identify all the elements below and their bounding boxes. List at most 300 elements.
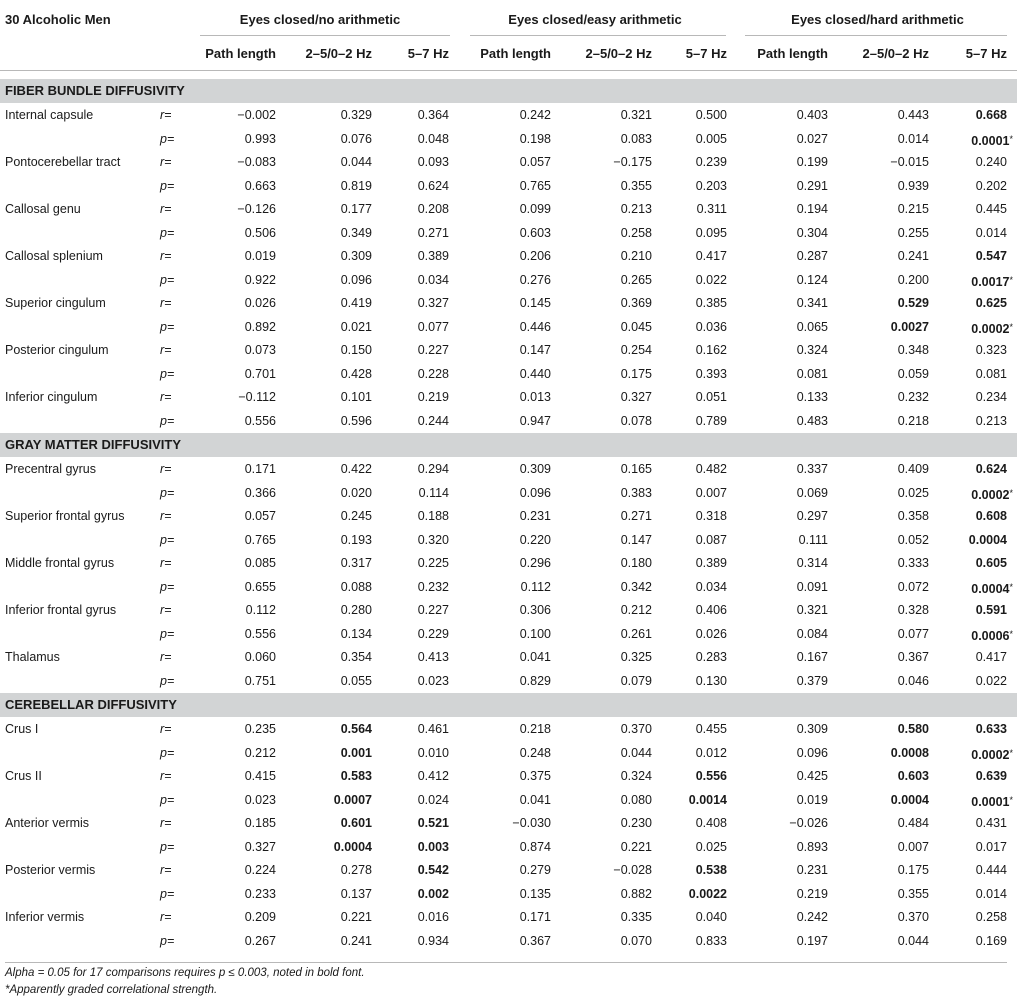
cell-value: 0.0008 — [890, 745, 929, 760]
p-value-cell — [696, 128, 727, 152]
cell-value: 0.044 — [897, 933, 929, 948]
footnote-graded: *Apparently graded correlational strength. — [5, 984, 218, 996]
r-value-cell — [520, 765, 551, 789]
r-value-cell — [621, 552, 652, 576]
cell-value: 0.324 — [796, 343, 828, 357]
cell-value: 0.219 — [796, 886, 828, 901]
cell-value: 0.147 — [620, 532, 652, 547]
cell-value: 0.051 — [695, 390, 727, 404]
p-value-cell — [341, 883, 372, 907]
r-value-cell — [245, 718, 276, 742]
cell-value: 0.165 — [620, 462, 652, 476]
p-value-cell — [418, 930, 449, 954]
cell-value: 0.016 — [417, 910, 449, 924]
r-value-cell — [520, 198, 551, 222]
cell-value: 0.225 — [417, 556, 449, 570]
r-value-cell — [418, 151, 449, 175]
p-value-cell — [797, 316, 828, 340]
cell-value: 0.367 — [519, 933, 551, 948]
r-value-cell — [898, 646, 929, 670]
p-value-cell — [341, 410, 372, 434]
p-value-cell — [898, 363, 929, 387]
r-value-cell — [797, 245, 828, 269]
table-row — [0, 623, 1017, 647]
table-row — [0, 859, 1017, 883]
r-value-cell — [797, 386, 828, 410]
significance-asterisk: * — [1009, 321, 1013, 332]
r-label: r= — [160, 816, 172, 830]
r-value-cell — [696, 245, 727, 269]
r-value-cell — [898, 505, 929, 529]
cell-value: 0.379 — [796, 673, 828, 688]
p-value-cell — [341, 128, 372, 152]
cell-value: 0.212 — [244, 745, 276, 760]
p-value-cell — [245, 269, 276, 293]
cell-value: 0.324 — [620, 769, 652, 783]
p-value-cell — [341, 222, 372, 246]
r-value-cell — [621, 505, 652, 529]
p-value-cell — [971, 742, 1013, 766]
p-value-cell — [245, 529, 276, 553]
cell-value: 0.124 — [796, 272, 828, 287]
cell-value: 0.099 — [519, 202, 551, 216]
r-value-cell — [898, 292, 929, 316]
group-header-no-arithmetic: Eyes closed/no arithmetic — [239, 12, 401, 27]
cell-value: 0.007 — [897, 839, 929, 854]
cell-value: 0.197 — [796, 933, 828, 948]
cell-value: 0.041 — [519, 792, 551, 807]
p-label: p= — [160, 532, 175, 547]
p-value-cell — [976, 363, 1007, 387]
cell-value: 0.227 — [417, 603, 449, 617]
cell-value: 0.271 — [620, 509, 652, 523]
p-value-cell — [797, 789, 828, 813]
r-value-cell — [976, 646, 1007, 670]
p-value-cell — [898, 222, 929, 246]
cell-value: 0.922 — [244, 272, 276, 287]
subcol-theta: 5–7 Hz — [685, 46, 727, 61]
p-value-cell — [696, 175, 727, 199]
table-row — [0, 482, 1017, 506]
p-value-cell — [971, 623, 1013, 647]
cell-value: 0.209 — [244, 910, 276, 924]
p-value-cell — [891, 316, 929, 340]
cell-value: 0.177 — [340, 202, 372, 216]
cell-value: 0.235 — [244, 722, 276, 736]
r-label: r= — [160, 650, 172, 664]
cell-value: 0.254 — [620, 343, 652, 357]
cell-value: 0.206 — [519, 249, 551, 263]
cell-value: 0.445 — [975, 202, 1007, 216]
cell-value: 0.233 — [244, 886, 276, 901]
table-row — [0, 458, 1017, 482]
section-header — [0, 433, 1017, 457]
table-header-groups — [0, 0, 1017, 38]
cell-value: 0.059 — [897, 366, 929, 381]
cell-value: 0.506 — [244, 225, 276, 240]
cell-value: 0.077 — [897, 626, 929, 641]
r-value-cell — [976, 458, 1007, 482]
p-value-cell — [621, 529, 652, 553]
r-value-cell — [696, 718, 727, 742]
cell-value: 0.0004 — [890, 792, 929, 807]
cell-value: 0.276 — [519, 272, 551, 287]
cell-value: 0.096 — [796, 745, 828, 760]
cell-value: −0.126 — [237, 202, 276, 216]
region-label: Precentral gyrus — [5, 462, 97, 476]
r-value-cell — [418, 505, 449, 529]
r-value-cell — [621, 458, 652, 482]
cell-value: 0.375 — [519, 769, 551, 783]
p-label: p= — [160, 319, 175, 334]
table-row — [0, 883, 1017, 907]
p-value-cell — [696, 222, 727, 246]
r-value-cell — [512, 812, 551, 836]
table-row — [0, 151, 1017, 175]
r-value-cell — [341, 859, 372, 883]
r-value-cell — [418, 552, 449, 576]
table-row — [0, 363, 1017, 387]
r-value-cell — [696, 646, 727, 670]
r-value-cell — [621, 292, 652, 316]
p-value-cell — [341, 670, 372, 694]
r-label: r= — [160, 509, 172, 523]
p-value-cell — [418, 269, 449, 293]
p-value-cell — [418, 316, 449, 340]
p-value-cell — [898, 576, 929, 600]
p-value-cell — [696, 930, 727, 954]
p-value-cell — [689, 883, 727, 907]
r-value-cell — [520, 552, 551, 576]
cell-value: 0.261 — [620, 626, 652, 641]
cell-value: 0.328 — [897, 603, 929, 617]
cell-value: 0.358 — [897, 509, 929, 523]
p-value-cell — [971, 128, 1013, 152]
p-value-cell — [245, 670, 276, 694]
cell-value: 0.444 — [975, 863, 1007, 877]
cell-value: 0.081 — [796, 366, 828, 381]
cell-value: 0.294 — [417, 462, 449, 476]
r-value-cell — [520, 646, 551, 670]
table-header-subcolumns — [0, 38, 1017, 71]
p-value-cell — [799, 529, 828, 553]
p-value-cell — [898, 930, 929, 954]
table-row — [0, 386, 1017, 410]
cell-value: 0.221 — [620, 839, 652, 854]
p-value-cell — [696, 269, 727, 293]
r-value-cell — [976, 552, 1007, 576]
cell-value: 0.333 — [897, 556, 929, 570]
r-value-cell — [341, 765, 372, 789]
cell-value: 0.111 — [798, 532, 828, 547]
p-value-cell — [245, 128, 276, 152]
cell-value: 0.218 — [519, 722, 551, 736]
cell-value: 0.341 — [796, 296, 828, 310]
cell-value: 0.0001 — [971, 133, 1010, 148]
cell-value: 0.538 — [695, 863, 727, 877]
cell-value: 0.027 — [796, 131, 828, 146]
p-value-cell — [341, 482, 372, 506]
table-body — [0, 79, 1017, 953]
cell-value: 0.367 — [897, 650, 929, 664]
p-value-cell — [520, 836, 551, 860]
p-label: p= — [160, 131, 175, 146]
region-label: Anterior vermis — [5, 816, 90, 830]
r-value-cell — [245, 245, 276, 269]
cell-value: 0.413 — [417, 650, 449, 664]
cell-value: 0.765 — [519, 178, 551, 193]
cell-value: 0.005 — [695, 131, 727, 146]
p-value-cell — [418, 222, 449, 246]
r-value-cell — [418, 458, 449, 482]
r-value-cell — [696, 859, 727, 883]
cell-value: 0.198 — [519, 131, 551, 146]
cell-value: 0.241 — [340, 933, 372, 948]
cell-value: 0.244 — [417, 413, 449, 428]
r-value-cell — [898, 906, 929, 930]
cell-value: 0.224 — [244, 863, 276, 877]
p-value-cell — [797, 175, 828, 199]
p-value-cell — [976, 836, 1007, 860]
r-value-cell — [621, 386, 652, 410]
cell-value: 0.019 — [796, 792, 828, 807]
cell-value: 0.765 — [244, 532, 276, 547]
table-row — [0, 505, 1017, 529]
p-value-cell — [621, 128, 652, 152]
p-value-cell — [245, 789, 276, 813]
p-value-cell — [341, 316, 372, 340]
cell-value: 0.052 — [897, 532, 929, 547]
cell-value: 0.228 — [417, 366, 449, 381]
cell-value: 0.280 — [340, 603, 372, 617]
p-value-cell — [971, 576, 1013, 600]
table-corner-title: 30 Alcoholic Men — [5, 12, 111, 27]
cell-value: 0.193 — [340, 532, 372, 547]
significance-asterisk: * — [1009, 794, 1013, 805]
cell-value: −0.030 — [512, 816, 551, 830]
p-value-cell — [797, 410, 828, 434]
p-value-cell — [971, 269, 1013, 293]
r-value-cell — [246, 599, 276, 623]
cell-value: 0.385 — [695, 296, 727, 310]
cell-value: 0.231 — [519, 509, 551, 523]
cell-value: 0.022 — [975, 673, 1007, 688]
p-value-cell — [696, 623, 727, 647]
cell-value: 0.130 — [695, 673, 727, 688]
cell-value: 0.556 — [244, 413, 276, 428]
region-label: Inferior vermis — [5, 910, 85, 924]
cell-value: 0.145 — [519, 296, 551, 310]
cell-value: 0.218 — [897, 413, 929, 428]
table-row — [0, 292, 1017, 316]
cell-value: 0.036 — [695, 319, 727, 334]
r-value-cell — [976, 812, 1007, 836]
cell-value: 0.624 — [975, 462, 1007, 476]
r-value-cell — [418, 646, 449, 670]
subcol-theta: 5–7 Hz — [965, 46, 1007, 61]
cell-value: 0.057 — [519, 155, 551, 169]
cell-value: 0.240 — [975, 155, 1007, 169]
cell-value: 0.208 — [417, 202, 449, 216]
r-value-cell — [696, 339, 727, 363]
r-value-cell — [613, 859, 652, 883]
r-value-cell — [237, 198, 276, 222]
r-value-cell — [245, 552, 276, 576]
subcol-theta: 5–7 Hz — [407, 46, 449, 61]
section-title: FIBER BUNDLE DIFFUSIVITY — [5, 83, 185, 98]
cell-value: 0.327 — [244, 839, 276, 854]
section-title: CEREBELLAR DIFFUSIVITY — [5, 697, 177, 712]
r-value-cell — [898, 245, 929, 269]
p-value-cell — [418, 576, 449, 600]
region-label: Crus I — [5, 722, 39, 736]
p-value-cell — [898, 482, 929, 506]
cell-value: 0.073 — [244, 343, 276, 357]
p-value-cell — [891, 742, 929, 766]
r-value-cell — [621, 104, 652, 128]
cell-value: 0.370 — [897, 910, 929, 924]
r-value-cell — [245, 646, 276, 670]
r-value-cell — [520, 906, 551, 930]
p-value-cell — [797, 482, 828, 506]
p-value-cell — [696, 363, 727, 387]
r-value-cell — [237, 104, 276, 128]
cell-value: 0.393 — [695, 366, 727, 381]
r-value-cell — [976, 245, 1007, 269]
p-value-cell — [621, 670, 652, 694]
cell-value: 0.314 — [796, 556, 828, 570]
cell-value: 0.278 — [340, 863, 372, 877]
p-value-cell — [898, 410, 929, 434]
table-row — [0, 765, 1017, 789]
r-value-cell — [520, 245, 551, 269]
cell-value: 0.601 — [340, 816, 372, 830]
cell-value: 0.829 — [519, 673, 551, 688]
r-value-cell — [697, 198, 727, 222]
significance-asterisk: * — [1009, 487, 1013, 498]
cell-value: 0.180 — [620, 556, 652, 570]
cell-value: 0.0007 — [333, 792, 372, 807]
table-row — [0, 812, 1017, 836]
cell-value: 0.134 — [340, 626, 372, 641]
cell-value: 0.239 — [695, 155, 727, 169]
r-value-cell — [976, 292, 1007, 316]
cell-value: 0.428 — [340, 366, 372, 381]
cell-value: 0.167 — [796, 650, 828, 664]
cell-value: 0.874 — [519, 839, 551, 854]
p-value-cell — [696, 482, 727, 506]
table-row — [0, 104, 1017, 128]
cell-value: 0.219 — [417, 390, 449, 404]
table-row — [0, 836, 1017, 860]
cell-value: 0.022 — [695, 272, 727, 287]
r-value-cell — [621, 812, 652, 836]
p-value-cell — [898, 128, 929, 152]
p-value-cell — [696, 836, 727, 860]
p-value-cell — [245, 883, 276, 907]
cell-value: 0.0004 — [968, 532, 1007, 547]
section-header — [0, 79, 1017, 103]
significance-asterisk: * — [1009, 274, 1013, 285]
r-value-cell — [976, 859, 1007, 883]
cell-value: 0.200 — [897, 272, 929, 287]
p-value-cell — [245, 363, 276, 387]
r-value-cell — [520, 386, 551, 410]
cell-value: 0.133 — [796, 390, 828, 404]
cell-value: 0.939 — [897, 178, 929, 193]
subcol-path-length: Path length — [757, 46, 828, 61]
r-value-cell — [418, 812, 449, 836]
region-label: Superior frontal gyrus — [5, 509, 125, 523]
p-value-cell — [797, 128, 828, 152]
r-value-cell — [696, 505, 727, 529]
r-value-cell — [789, 812, 828, 836]
cell-value: 0.291 — [796, 178, 828, 193]
cell-value: −0.002 — [237, 108, 276, 122]
cell-value: 0.882 — [620, 886, 652, 901]
cell-value: 0.500 — [695, 108, 727, 122]
p-value-cell — [520, 529, 551, 553]
group-rule — [200, 35, 450, 36]
cell-value: 0.406 — [695, 603, 727, 617]
cell-value: 0.014 — [975, 225, 1007, 240]
p-value-cell — [520, 670, 551, 694]
r-value-cell — [238, 386, 276, 410]
r-value-cell — [797, 339, 828, 363]
cell-value: 0.446 — [519, 319, 551, 334]
r-value-cell — [696, 292, 727, 316]
cell-value: 0.150 — [340, 343, 372, 357]
r-value-cell — [696, 552, 727, 576]
cell-value: 0.175 — [620, 366, 652, 381]
cell-value: 0.0006 — [971, 628, 1010, 643]
table-footnotes — [5, 962, 1007, 999]
p-value-cell — [797, 269, 828, 293]
r-value-cell — [520, 505, 551, 529]
r-label: r= — [160, 390, 172, 404]
p-value-cell — [971, 789, 1013, 813]
cell-value: 0.389 — [417, 249, 449, 263]
cell-value: 0.296 — [519, 556, 551, 570]
r-value-cell — [341, 458, 372, 482]
cell-value: 0.007 — [695, 485, 727, 500]
r-value-cell — [237, 151, 276, 175]
cell-value: 0.403 — [796, 108, 828, 122]
r-label: r= — [160, 202, 172, 216]
p-value-cell — [891, 789, 929, 813]
cell-value: 0.0004 — [971, 581, 1010, 596]
region-label: Middle frontal gyrus — [5, 556, 115, 570]
cell-value: 0.213 — [620, 202, 652, 216]
p-value-cell — [341, 742, 372, 766]
cell-value: 0.265 — [620, 272, 652, 287]
cell-value: 0.306 — [519, 603, 551, 617]
r-value-cell — [621, 339, 652, 363]
cell-value: −0.026 — [789, 816, 828, 830]
p-value-cell — [520, 269, 551, 293]
cell-value: 0.258 — [620, 225, 652, 240]
cell-value: 0.065 — [796, 319, 828, 334]
r-value-cell — [696, 104, 727, 128]
cell-value: 0.185 — [244, 816, 276, 830]
p-value-cell — [334, 789, 372, 813]
subcol-path-length: Path length — [205, 46, 276, 61]
r-value-cell — [976, 505, 1007, 529]
cell-value: 0.668 — [975, 108, 1007, 122]
subcol-low-freq: 2–5/0–2 Hz — [862, 46, 929, 61]
cell-value: 0.034 — [417, 272, 449, 287]
r-value-cell — [418, 104, 449, 128]
